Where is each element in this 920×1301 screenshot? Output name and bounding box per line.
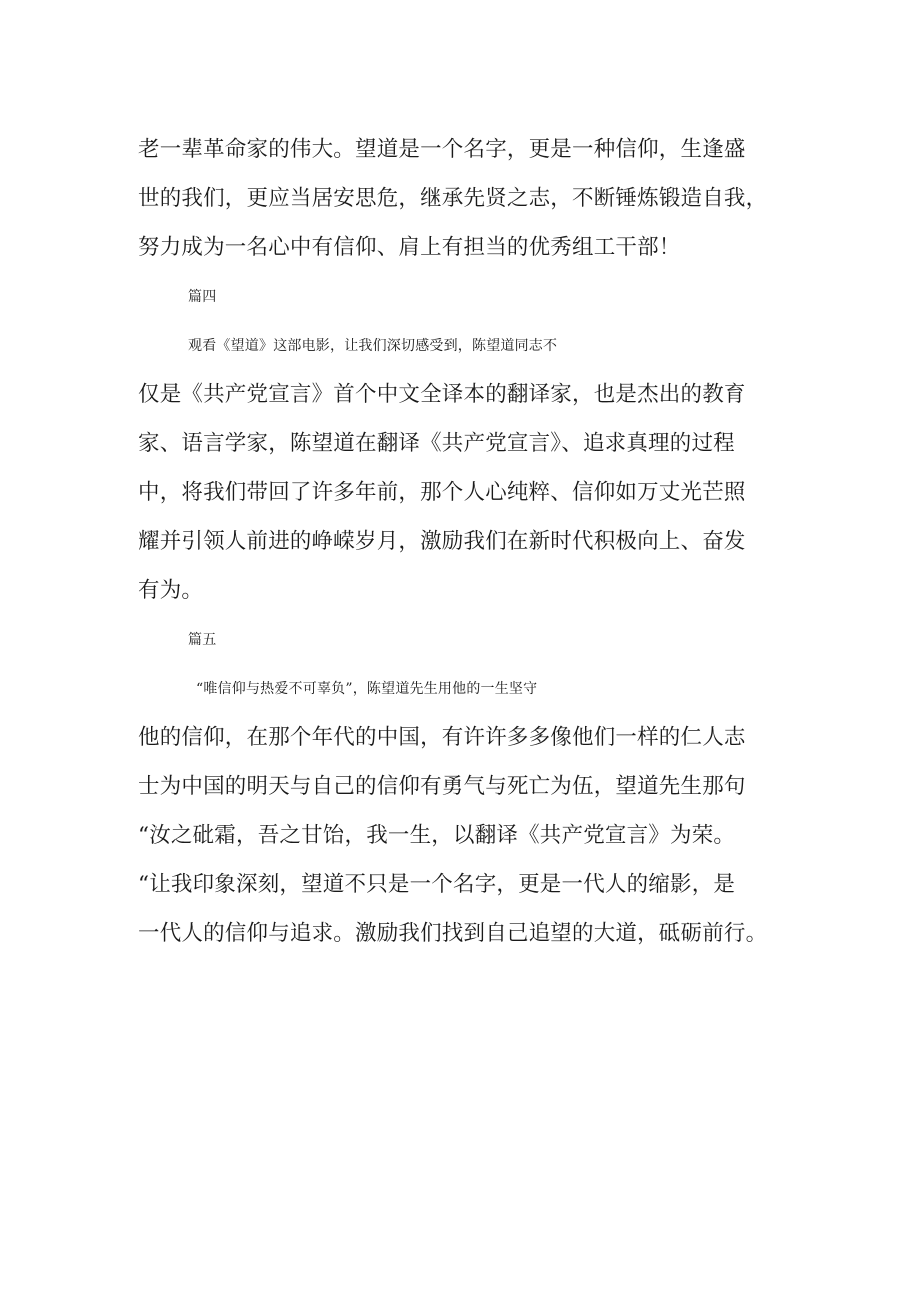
paragraph-line: 有为。 [138, 578, 204, 603]
paragraph-line: 家、语言学家，陈望道在翻译《共产党宣言》、追求真理的过程 [138, 431, 735, 456]
paragraph-line: “让我印象深刻，望道不只是一个名字，更是一代人的缩影，是 [138, 872, 736, 897]
paragraph-line: 耀并引领人前进的峥嵘岁月，激励我们在新时代积极向上、奋发 [138, 529, 746, 554]
section-heading-5: 篇五 [188, 632, 217, 648]
paragraph-line: 老一辈革命家的伟大。望道是一个名字，更是一种信仰，生逢盛 [138, 137, 746, 162]
paragraph-line: “唯信仰与热爱不可辜负”，陈望道先生用他的一生坚守 [196, 681, 538, 697]
paragraph-line: 仅是《共产党宣言》首个中文全译本的翻译家，也是杰出的教育 [138, 382, 746, 407]
section-heading-4: 篇四 [188, 289, 217, 305]
paragraph-line: 世的我们，更应当居安思危，继承先贤之志，不断锤炼锻造自我， [138, 186, 768, 211]
paragraph-line: 观看《望道》这部电影，让我们深切感受到，陈望道同志不 [188, 338, 558, 354]
paragraph-line: 努力成为一名心中有信仰、肩上有担当的优秀组工干部！ [138, 235, 681, 260]
paragraph-line: 士为中国的明天与自己的信仰有勇气与死亡为伍，望道先生那句 [138, 774, 746, 799]
paragraph-line: “汝之砒霜，吾之甘饴，我一生，以翻译《共产党宣言》为荣。 [138, 823, 736, 848]
paragraph-line: 一代人的信仰与追求。激励我们找到自己追望的大道，砥砺前行。 [138, 921, 768, 946]
paragraph-line: 中，将我们带回了许多年前，那个人心纯粹、信仰如万丈光芒照 [138, 480, 746, 505]
paragraph-line: 他的信仰，在那个年代的中国，有许许多多像他们一样的仁人志 [138, 725, 746, 750]
